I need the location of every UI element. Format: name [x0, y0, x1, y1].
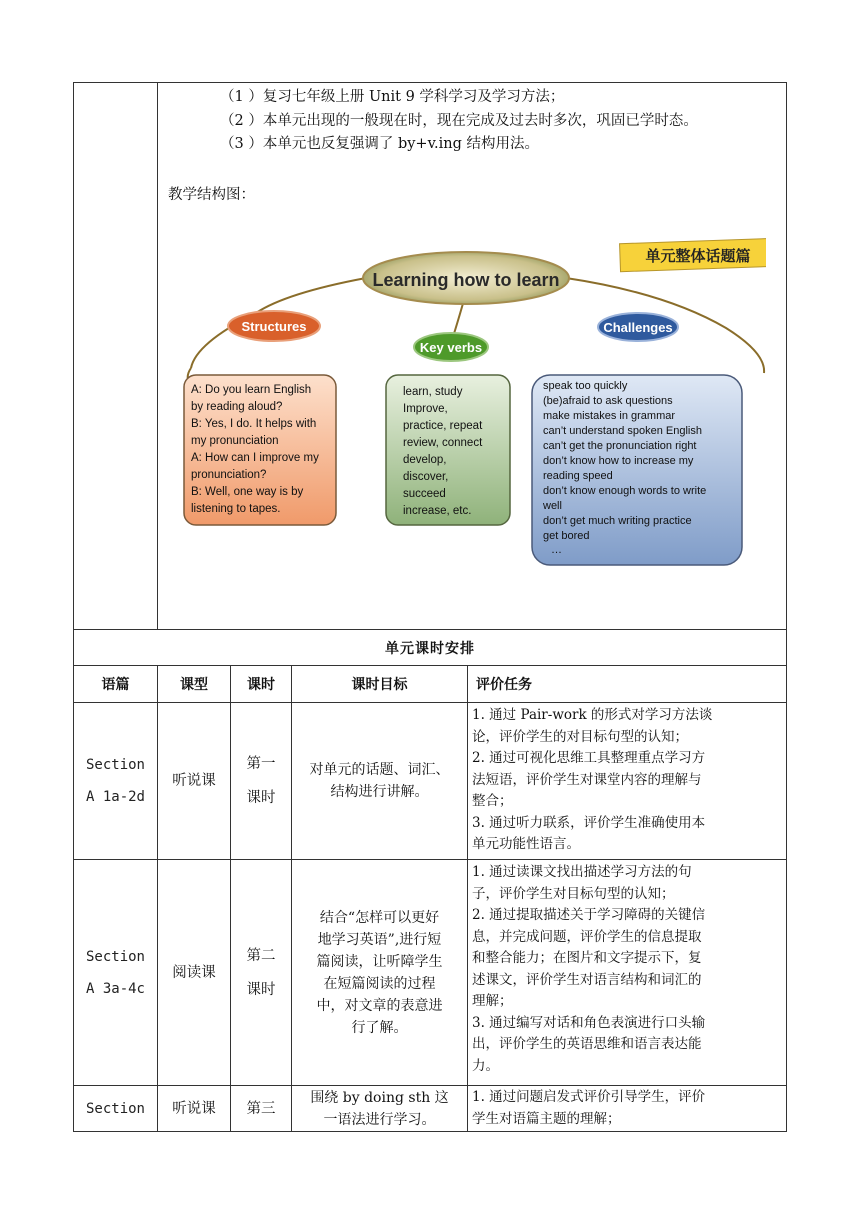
goal-line: 结合“怎样可以更好: [319, 909, 440, 926]
type-cell: 听说课: [158, 1086, 231, 1132]
period-cell: [231, 703, 292, 860]
section-cell: [74, 1086, 158, 1132]
section-line: Section: [85, 757, 145, 773]
goal-line: 对单元的话题、词汇、: [309, 762, 450, 778]
task-line: 1. 通过 Pair-work 的形式对学习方法谈: [472, 707, 713, 723]
task-line: 1. 通过问题启发式评价引导学生，评价: [472, 1089, 706, 1105]
challenge-line: don’t know how to increase my: [543, 455, 694, 467]
structures-line: pronunciation?: [191, 469, 267, 481]
goal-line: 篇阅读，让听障学生: [316, 953, 443, 970]
structures-line: B: Well, one way is by: [191, 486, 304, 498]
challenge-line: can’t understand spoken English: [543, 425, 702, 437]
period-line: 第一: [246, 756, 276, 772]
verb-line: discover,: [403, 471, 449, 483]
header-cell: 课型: [158, 666, 231, 703]
empty-left-cell: [74, 83, 158, 630]
schedule-title: 单元课时安排: [74, 630, 787, 666]
task-line: 子，评价学生对目标句型的认知；: [472, 885, 675, 902]
lesson-plan-table: [73, 82, 787, 1132]
goal-line: 中，对文章的表意进: [316, 997, 443, 1014]
task-line: 3. 通过听力联系，评价学生准确使用本: [472, 814, 706, 831]
verb-line: practice, repeat: [403, 420, 483, 432]
task-line: 出，评价学生的英语思维和语言表达能: [472, 1036, 702, 1052]
task-cell: [468, 860, 787, 1086]
goal-line: 结构进行讲解。: [330, 784, 429, 800]
challenges-label: Challenges: [603, 320, 673, 335]
structures-label: Structures: [241, 319, 307, 334]
structures-line: A: Do you learn English: [191, 384, 312, 396]
header-cell: 课时目标: [292, 666, 468, 703]
schedule-header-row: [74, 666, 787, 703]
task-line: 单元功能性语言。: [472, 836, 580, 852]
task-line: 和整合能力；在图片和文字提示下，复: [472, 950, 702, 966]
verb-line: succeed: [403, 488, 446, 500]
objective-item: （3 ）本单元也反复强调了 by+v.ing 结构用法。: [220, 136, 540, 152]
period-line: 课时: [246, 790, 276, 806]
task-line: 学生对语篇主题的理解；: [472, 1110, 621, 1127]
period-line: 课时: [246, 981, 276, 998]
goal-line: 围绕 by doing sth 这: [310, 1089, 449, 1106]
table-row: [74, 703, 787, 860]
task-cell: [468, 703, 787, 860]
section-cell: [74, 703, 158, 860]
structures-line: B: Yes, I do. It helps with: [191, 418, 317, 430]
task-line: 整合；: [472, 793, 513, 809]
goal-line: 行了解。: [351, 1019, 408, 1036]
table-row: [74, 1086, 787, 1132]
task-line: 理解；: [472, 993, 513, 1009]
task-line: 述课文，评价学生对语言结构和词汇的: [472, 971, 702, 988]
period-line: 第二: [246, 947, 276, 964]
challenge-line: reading speed: [543, 470, 613, 482]
task-line: 论，评价学生的对目标句型的认知；: [472, 728, 688, 745]
challenge-line: don’t get much writing practice: [543, 515, 692, 527]
challenge-line: don’t know enough words to write: [543, 485, 707, 497]
task-line: 力。: [472, 1057, 499, 1074]
challenge-line: (be)afraid to ask questions: [543, 395, 673, 407]
type-cell: 听说课: [158, 703, 231, 860]
mind-map: [166, 233, 766, 573]
section-cell: [74, 860, 158, 1086]
structure-label: 教学结构图：: [168, 187, 255, 203]
objective-item: （2 ）本单元出现的一般现在时，现在完成及过去时多次，巩固已学时态。: [220, 113, 698, 129]
goal-cell: [292, 1086, 468, 1132]
task-line: 2. 通过提取描述关于学习障碍的关键信: [472, 907, 706, 923]
goal-line: 在短篇阅读的过程: [323, 975, 436, 992]
structures-line: by reading aloud?: [191, 401, 283, 413]
unit-content-cell: [158, 83, 787, 630]
task-cell: [468, 1086, 787, 1132]
section-line: Section: [85, 948, 145, 965]
period-line: 第三: [246, 1100, 276, 1117]
goal-line: 地学习英语”,进行短: [317, 931, 442, 948]
challenge-line: can’t get the pronunciation right: [543, 440, 697, 452]
goal-cell: [292, 703, 468, 860]
verb-line: Improve,: [403, 403, 448, 415]
structures-line: A: How can I improve my: [191, 452, 319, 464]
verb-line: develop,: [403, 454, 447, 466]
challenge-line: well: [543, 500, 562, 512]
task-line: 2. 通过可视化思维工具整理重点学习方: [472, 750, 706, 766]
section-line: A 3a-4c: [85, 980, 145, 997]
topic-tag-label: 单元整体话题篇: [645, 247, 751, 265]
key-verbs-label: Key verbs: [419, 340, 483, 355]
verb-line: learn, study: [403, 386, 463, 398]
verb-line: increase, etc.: [403, 505, 472, 517]
type-cell: 阅读课: [158, 860, 231, 1086]
header-cell: 语篇: [74, 666, 158, 703]
goal-cell: [292, 860, 468, 1086]
task-line: 息，并完成问题，评价学生的信息提取: [472, 928, 702, 945]
period-cell: [231, 1086, 292, 1132]
challenge-line: …: [551, 544, 562, 556]
task-line: 1. 通过读课文找出描述学习方法的句: [472, 864, 692, 880]
goal-line: 一语法进行学习。: [323, 1111, 436, 1128]
structures-line: listening to tapes.: [191, 503, 281, 515]
verb-line: review, connect: [403, 437, 483, 449]
task-line: 3. 通过编写对话和角色表演进行口头输: [472, 1014, 706, 1031]
challenge-line: make mistakes in grammar: [543, 410, 676, 422]
task-line: 法短语，评价学生对课堂内容的理解与: [472, 771, 702, 788]
header-cell: 评价任务: [468, 666, 787, 703]
section-line: Section: [85, 1100, 145, 1117]
header-cell: 课时: [231, 666, 292, 703]
challenge-line: speak too quickly: [543, 380, 628, 392]
period-cell: [231, 860, 292, 1086]
challenge-line: get bored: [543, 530, 590, 542]
section-line: A 1a-2d: [85, 789, 145, 805]
structures-line: my pronunciation: [191, 435, 279, 447]
table-row: [74, 860, 787, 1086]
mindmap-title: Learning how to learn: [372, 270, 560, 290]
objective-item: （1 ）复习七年级上册 Unit 9 学科学习及学习方法；: [220, 89, 565, 105]
